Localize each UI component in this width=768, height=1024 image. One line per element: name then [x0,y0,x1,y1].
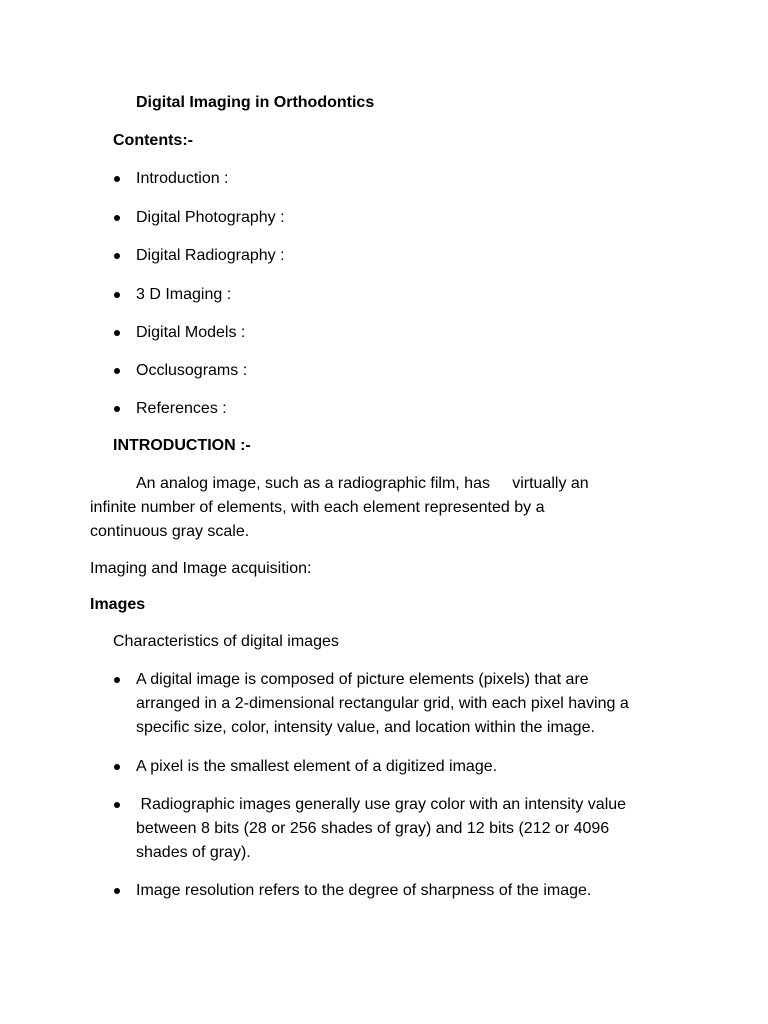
contents-item: Digital Photography : [136,209,285,226]
contents-heading: Contents:- [113,132,193,149]
characteristics-line: Radiographic images generally use gray color with an intensity value [136,796,627,813]
bullet-icon [114,764,120,770]
characteristics-line: specific size, color, intensity value, and location within the image. [136,719,595,736]
bullet-icon [114,888,120,894]
characteristics-line: A digital image is composed of picture elements (pixels) that are [136,671,589,688]
contents-item: Digital Radiography : [136,247,285,264]
paragraph-line: continuous gray scale. [90,523,250,540]
introduction-heading: INTRODUCTION :- [113,437,251,454]
characteristics-line: Image resolution refers to the degree of sharpness of the image. [136,882,592,899]
bullet-icon [114,215,120,221]
bullet-icon [114,677,120,683]
contents-item: References : [136,400,227,417]
characteristics-line: shades of gray). [136,844,251,861]
contents-item: 3 D Imaging : [136,286,232,303]
bullet-icon [114,253,120,259]
imaging-subheading: Imaging and Image acquisition: [90,560,312,577]
contents-item: Introduction : [136,170,229,187]
paragraph-line: An analog image, such as a radiographic film, has virtually an [136,475,589,492]
document-title: Digital Imaging in Orthodontics [136,94,375,111]
characteristics-line: arranged in a 2-dimensional rectangular grid, with each pixel having a [136,695,629,712]
bullet-icon [114,406,120,412]
characteristics-heading: Characteristics of digital images [113,633,339,650]
bullet-icon [114,802,120,808]
contents-item: Digital Models : [136,324,246,341]
characteristics-line: between 8 bits (28 or 256 shades of gray) and 12 bits (212 or 4096 [136,820,610,837]
bullet-icon [114,368,120,374]
paragraph-line: infinite number of elements, with each element represented by a [90,499,545,516]
bullet-icon [114,176,120,182]
bullet-icon [114,330,120,336]
characteristics-line: A pixel is the smallest element of a digitized image. [136,758,498,775]
contents-item: Occlusograms : [136,362,248,379]
images-heading: Images [90,596,146,613]
bullet-icon [114,292,120,298]
